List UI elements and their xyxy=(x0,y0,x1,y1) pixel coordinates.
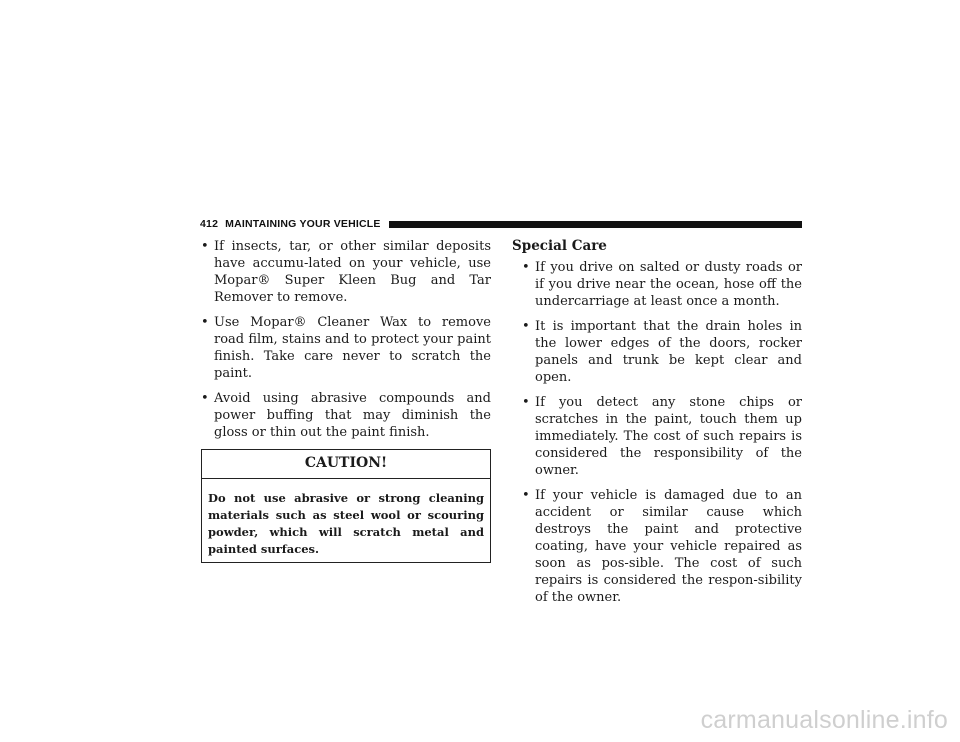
list-item-text: Avoid using abrasive compounds and power buffing that may diminish the gloss or thin out the paint finish. xyxy=(214,391,491,440)
section-title: MAINTAINING YOUR VEHICLE xyxy=(225,218,381,230)
caution-title: CAUTION! xyxy=(202,450,490,479)
header-rule xyxy=(389,221,802,228)
page-header xyxy=(200,217,802,231)
left-column xyxy=(201,238,491,563)
bullet-icon: • xyxy=(522,260,530,275)
list-item xyxy=(201,314,491,382)
list-item xyxy=(522,487,802,606)
bullet-icon: • xyxy=(201,315,209,330)
bullet-icon: • xyxy=(522,488,530,503)
list-item xyxy=(201,390,491,441)
bullet-icon: • xyxy=(201,391,209,406)
bullet-icon: • xyxy=(522,395,530,410)
list-item xyxy=(522,394,802,479)
page-number: 412 xyxy=(200,218,219,230)
list-item xyxy=(522,318,802,386)
list-item-text: If you detect any stone chips or scratches in the paint, touch them up immediately. The cost of such repairs is considered the responsibility of the owner. xyxy=(535,395,802,478)
list-item xyxy=(201,238,491,306)
list-item-text: If you drive on salted or dusty roads or if you drive near the ocean, hose off the undercarriage at least once a month. xyxy=(535,260,802,309)
bullet-icon: • xyxy=(522,319,530,334)
watermark: carmanualsonline.info xyxy=(700,706,948,734)
list-item-text: If insects, tar, or other similar deposits have accumu-lated on your vehicle, use Mopar® Super Kleen Bug and Tar Remover to remove. xyxy=(214,239,491,305)
caution-box xyxy=(201,449,491,563)
bullet-icon: • xyxy=(201,239,209,254)
right-column xyxy=(512,238,802,614)
list-item-text: Use Mopar® Cleaner Wax to remove road film, stains and to protect your paint finish. Take care never to scratch the paint. xyxy=(214,315,491,381)
list-item-text: It is important that the drain holes in the lower edges of the doors, rocker panels and trunk be kept clear and open. xyxy=(535,319,802,385)
section-heading: Special Care xyxy=(512,238,607,254)
list-item-text: If your vehicle is damaged due to an accident or similar cause which destroys the paint and protective coating, have your vehicle repaired as soon as pos-sible. The cost of such repairs is considered the respon-sibility of the owner. xyxy=(535,488,802,605)
caution-body: Do not use abrasive or strong cleaning materials such as steel wool or scouring powder, which will scratch metal and painted surfaces. xyxy=(208,491,484,556)
list-item xyxy=(522,259,802,310)
